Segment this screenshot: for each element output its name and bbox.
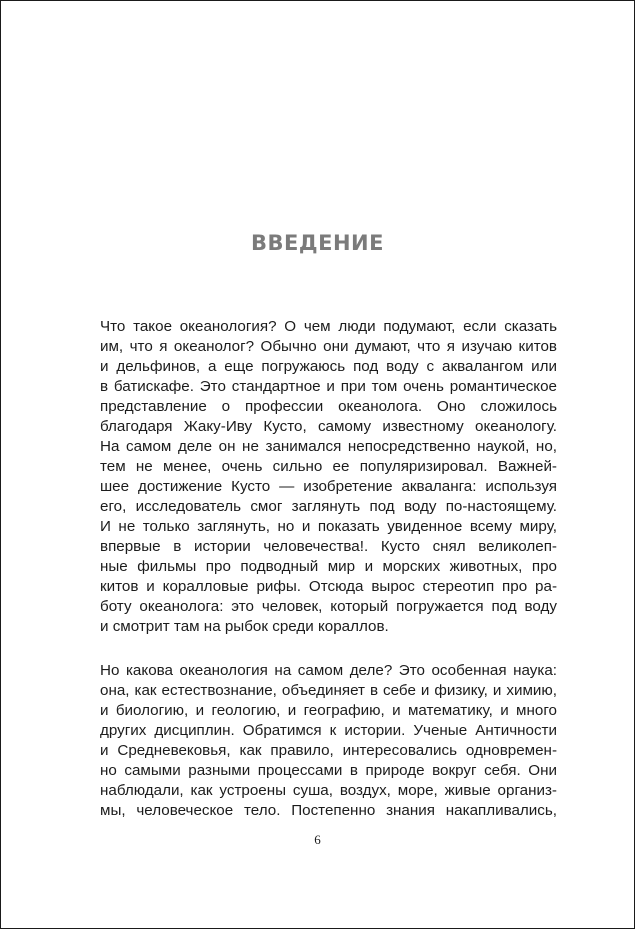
chapter-heading: ВВЕДЕНИЕ: [251, 231, 384, 255]
text-line: впервые в истории человечества!. Кусто снял великолеп-: [100, 538, 557, 555]
text-line: мы, человеческое тело. Постепенно знания накапливались,: [100, 802, 557, 819]
text-line: она, как естествознание, объединяет в себе и физику, и химию,: [100, 682, 557, 699]
text-line: На самом деле он не занимался непосредственно наукой, но,: [100, 438, 557, 455]
text-line: Но какова океанология на самом деле? Это особенная наука:: [100, 662, 557, 679]
text-line: и Средневековья, как правило, интересовались одновремен-: [100, 742, 557, 759]
text-line: представление о профессии океанолога. Оно сложилось: [100, 398, 557, 415]
text-line: шее достижение Кусто — изобретение акваланга: используя: [100, 478, 557, 495]
text-line: им, что я океанолог? Обычно они думают, что я изучаю китов: [100, 338, 557, 355]
text-line: и дельфинов, а еще погружаюсь под воду с аквалангом или: [100, 358, 557, 375]
text-line: китов и коралловые рифы. Отсюда вырос стереотип про ра-: [100, 578, 557, 595]
text-line: но самыми разными процессами в природе вокруг себя. Они: [100, 762, 557, 779]
text-line: благодаря Жаку-Иву Кусто, самому известному океанологу.: [100, 418, 557, 435]
text-line: боту океанолога: это человек, который погружается под воду: [100, 598, 557, 615]
text-line: ные фильмы про подводный мир и морских животных, про: [100, 558, 557, 575]
text-line: наблюдали, как устроены суша, воздух, море, живые организ-: [100, 782, 557, 799]
text-line: И не только заглянуть, но и показать увиденное всему миру,: [100, 518, 557, 535]
text-line: Что такое океанология? О чем люди подумают, если сказать: [100, 318, 557, 335]
page-number: 6: [314, 832, 321, 847]
text-line: и смотрит там на рыбок среди кораллов.: [100, 618, 389, 635]
text-line: и биологию, и геологию, и географию, и математику, и много: [100, 702, 557, 719]
text-line: других дисциплин. Обратимся к истории. Ученые Античности: [100, 722, 557, 739]
text-line: тем не менее, очень сильно ее популяризировал. Важней-: [100, 458, 557, 475]
text-line: в батискафе. Это стандартное и при том очень романтическое: [100, 378, 557, 395]
text-line: его, исследователь смог заглянуть под воду по-настоящему.: [100, 498, 557, 515]
